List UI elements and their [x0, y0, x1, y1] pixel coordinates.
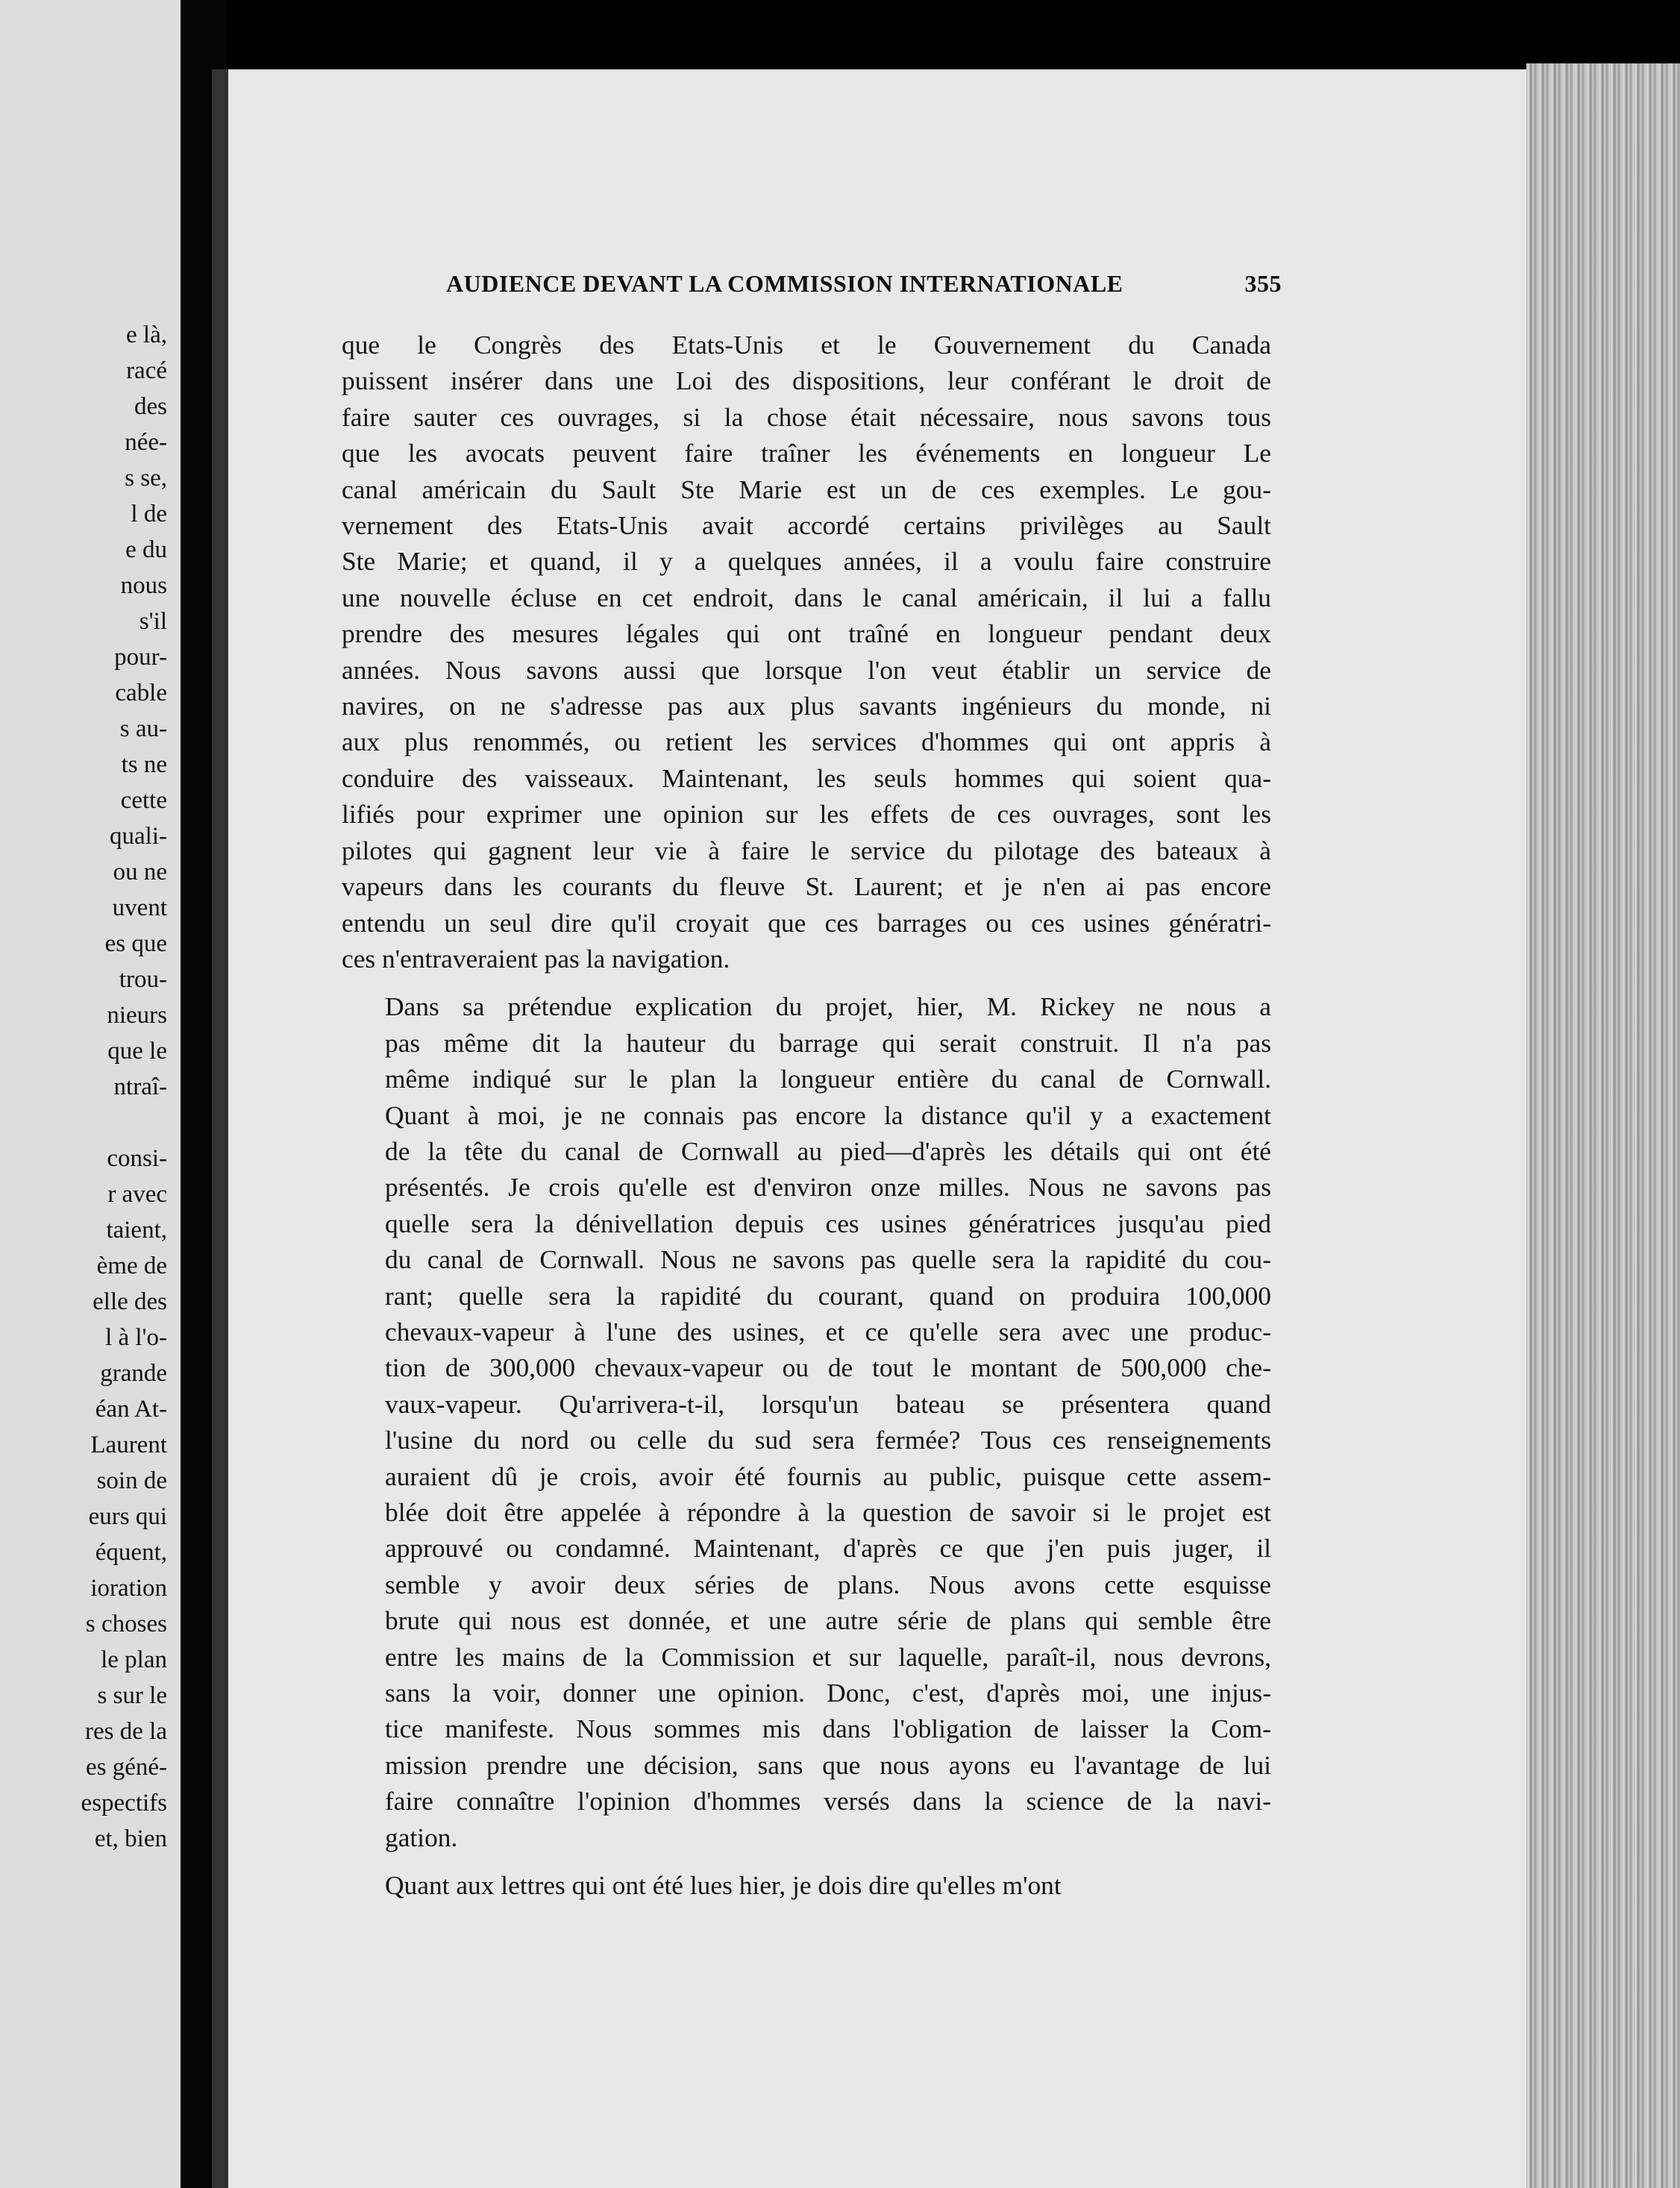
left-fragment-line: l à l'o-	[105, 1324, 167, 1351]
left-fragment-line	[81, 1105, 167, 1141]
text-line: une nouvelle écluse en cet endroit, dans le canal américain, il lui a fallu	[342, 582, 1271, 612]
text-line: brute qui nous est donnée, et une autre série de plans qui semble être	[385, 1605, 1271, 1636]
left-fragment-line: es que	[104, 930, 167, 957]
left-fragment-line: cette	[120, 787, 167, 814]
left-fragment-line: grande	[100, 1360, 167, 1387]
left-fragment-line: s choses	[85, 1611, 167, 1637]
left-fragment-line: le plan	[101, 1646, 167, 1673]
text-line: Ste Marie; et quand, il y a quelques années, il a voulu faire construire	[342, 546, 1271, 577]
text-line: semble y avoir deux séries de plans. Nous avons cette esquisse	[385, 1569, 1271, 1599]
text-line: approuvé ou condamné. Maintenant, d'après ce que j'en puis juger, il	[385, 1533, 1271, 1564]
left-fragment-line: ts ne	[121, 751, 167, 778]
left-fragment-line: nous	[120, 572, 167, 599]
text-line: canal américain du Sault Ste Marie est un de ces exemples. Le gou-	[342, 474, 1271, 504]
left-fragment-line: s sur le	[97, 1682, 167, 1709]
left-fragment-line: ioration	[90, 1575, 167, 1602]
left-fragment-line: res de la	[85, 1718, 167, 1745]
left-fragment-line: Laurent	[90, 1432, 167, 1458]
left-fragment-line: quali-	[110, 823, 167, 850]
text-line: auraient dû je crois, avoir été fournis au public, puisque cette assem-	[385, 1461, 1271, 1491]
left-fragment-line: soin de	[96, 1467, 167, 1494]
text-line: pas même dit la hauteur du barrage qui serait construit. Il n'a pas	[385, 1027, 1271, 1058]
page-number: 355	[1244, 270, 1282, 297]
text-line: gation.	[385, 1822, 458, 1852]
text-line: faire connaître l'opinion d'hommes versés dans la science de la navi-	[385, 1786, 1271, 1816]
text-line: puissent insérer dans une Loi des dispositions, leur conférant le droit de	[342, 366, 1271, 396]
text-line: faire sauter ces ouvrages, si la chose était nécessaire, nous savons tous	[342, 401, 1271, 432]
text-line: années. Nous savons aussi que lorsque l'on veut établir un service de	[342, 654, 1271, 685]
left-fragment-line: pour-	[114, 644, 167, 671]
left-fragment-line: uvent	[112, 894, 167, 921]
text-line: sans la voir, donner une opinion. Donc, c'est, d'après moi, une injus-	[385, 1678, 1271, 1708]
text-line: Quant à moi, je ne connais pas encore la distance qu'il y a exactement	[385, 1100, 1271, 1130]
text-line: vaux-vapeur. Qu'arrivera-t-il, lorsqu'un bateau se présentera quand	[385, 1388, 1271, 1419]
text-line: Quant aux lettres qui ont été lues hier, je dois dire qu'elles m'ont	[385, 1870, 1062, 1901]
left-fragment-line: équent,	[95, 1539, 167, 1566]
text-line: tice manifeste. Nous sommes mis dans l'obligation de laisser la Com-	[385, 1714, 1271, 1744]
left-fragment-line: espectifs	[81, 1790, 167, 1816]
left-fragment-line: es géné-	[85, 1754, 167, 1781]
left-fragment-line: cable	[115, 680, 167, 706]
text-line: quelle sera la dénivellation depuis ces usines génératrices jusqu'au pied	[385, 1208, 1271, 1238]
left-fragment-line: e là,	[126, 322, 167, 348]
text-line: conduire des vaisseaux. Maintenant, les seuls hommes qui soient qua-	[342, 762, 1271, 793]
left-fragment-line: ntraî-	[113, 1073, 167, 1100]
text-line: chevaux-vapeur à l'une des usines, et ce qu'elle sera avec une produc-	[385, 1316, 1271, 1347]
text-line: vernement des Etats-Unis avait accordé certains privilèges au Sault	[342, 510, 1271, 541]
text-line: que les avocats peuvent faire traîner les événements en longueur Le	[342, 438, 1271, 468]
left-fragment-line: et, bien	[94, 1825, 167, 1852]
text-line: mission prendre une décision, sans que nous ayons eu l'avantage de lui	[385, 1749, 1271, 1780]
text-line: tion de 300,000 chevaux-vapeur ou de tout le montant de 500,000 che-	[385, 1352, 1271, 1383]
text-line: aux plus renommés, ou retient les services d'hommes qui ont appris à	[342, 727, 1271, 757]
left-fragment-line: nieurs	[107, 1002, 167, 1029]
left-page-text-fragments	[81, 317, 167, 1857]
text-line: du canal de Cornwall. Nous ne savons pas quelle sera la rapidité du cou-	[385, 1244, 1271, 1275]
left-fragment-line: que le	[107, 1038, 167, 1065]
text-line: vapeurs dans les courants du fleuve St. Laurent; et je n'en ai pas encore	[342, 871, 1271, 902]
left-fragment-line: des	[134, 393, 167, 420]
text-line: prendre des mesures légales qui ont traîné en longueur pendant deux	[342, 618, 1271, 649]
text-line: entre les mains de la Commission et sur laquelle, paraît-il, nous devrons,	[385, 1641, 1271, 1672]
left-fragment-line: elle des	[93, 1288, 167, 1315]
paragraph-3	[342, 1867, 1271, 1903]
text-line: rant; quelle sera la rapidité du courant, quand on produira 100,000	[385, 1280, 1271, 1311]
left-fragment-line: éan At-	[95, 1396, 167, 1423]
left-fragment-line: s'il	[139, 608, 167, 635]
text-line: ces n'entraveraient pas la navigation.	[342, 943, 730, 974]
page-stack-edge	[1526, 63, 1680, 2188]
left-fragment-line: racé	[126, 357, 167, 384]
left-fragment-line: eurs qui	[88, 1503, 167, 1530]
text-line: présentés. Je crois qu'elle est d'environ onze milles. Nous ne savons pas	[385, 1172, 1271, 1203]
left-fragment-line: e du	[125, 536, 167, 563]
text-line: l'usine du nord ou celle du sud sera fermée? Tous ces renseignements	[385, 1425, 1271, 1455]
text-line: pilotes qui gagnent leur vie à faire le service du pilotage des bateaux à	[342, 835, 1271, 865]
left-fragment-line: ou ne	[113, 859, 167, 885]
running-title: AUDIENCE DEVANT LA COMMISSION INTERNATIONALE	[446, 270, 1123, 297]
text-line: que le Congrès des Etats-Unis et le Gouvernement du Canada	[342, 330, 1271, 360]
text-line: entendu un seul dire qu'il croyait que ces barrages ou ces usines génératri-	[342, 907, 1271, 938]
paragraph-2	[342, 988, 1271, 1855]
left-fragment-line: née-	[125, 429, 167, 456]
page-edge-shadow	[212, 69, 228, 2188]
left-fragment-line: s se,	[125, 465, 167, 492]
text-line: de la tête du canal de Cornwall au pied—d'après les détails qui ont été	[385, 1135, 1271, 1166]
text-line: lifiés pour exprimer une opinion sur les effets de ces ouvrages, sont les	[342, 799, 1271, 830]
left-fragment-line: trou-	[119, 966, 167, 993]
left-page	[0, 0, 181, 2188]
text-line: même indiqué sur le plan la longueur entière du canal de Cornwall.	[385, 1064, 1271, 1094]
left-fragment-line: taient,	[106, 1217, 167, 1244]
text-line: Dans sa prétendue explication du projet, hier, M. Rickey ne nous a	[385, 991, 1271, 1022]
body-text	[342, 327, 1271, 1903]
left-fragment-line: ème de	[96, 1253, 167, 1279]
text-line: navires, on ne s'adresse pas aux plus savants ingénieurs du monde, ni	[342, 691, 1271, 721]
left-fragment-line: l de	[131, 501, 167, 527]
paragraph-1	[342, 327, 1271, 977]
running-header	[446, 270, 1282, 307]
left-fragment-line: r avec	[107, 1181, 167, 1208]
text-line: blée doit être appelée à répondre à la question de savoir si le projet est	[385, 1497, 1271, 1527]
left-fragment-line: s au-	[119, 715, 167, 742]
left-fragment-line: consi-	[107, 1145, 167, 1172]
